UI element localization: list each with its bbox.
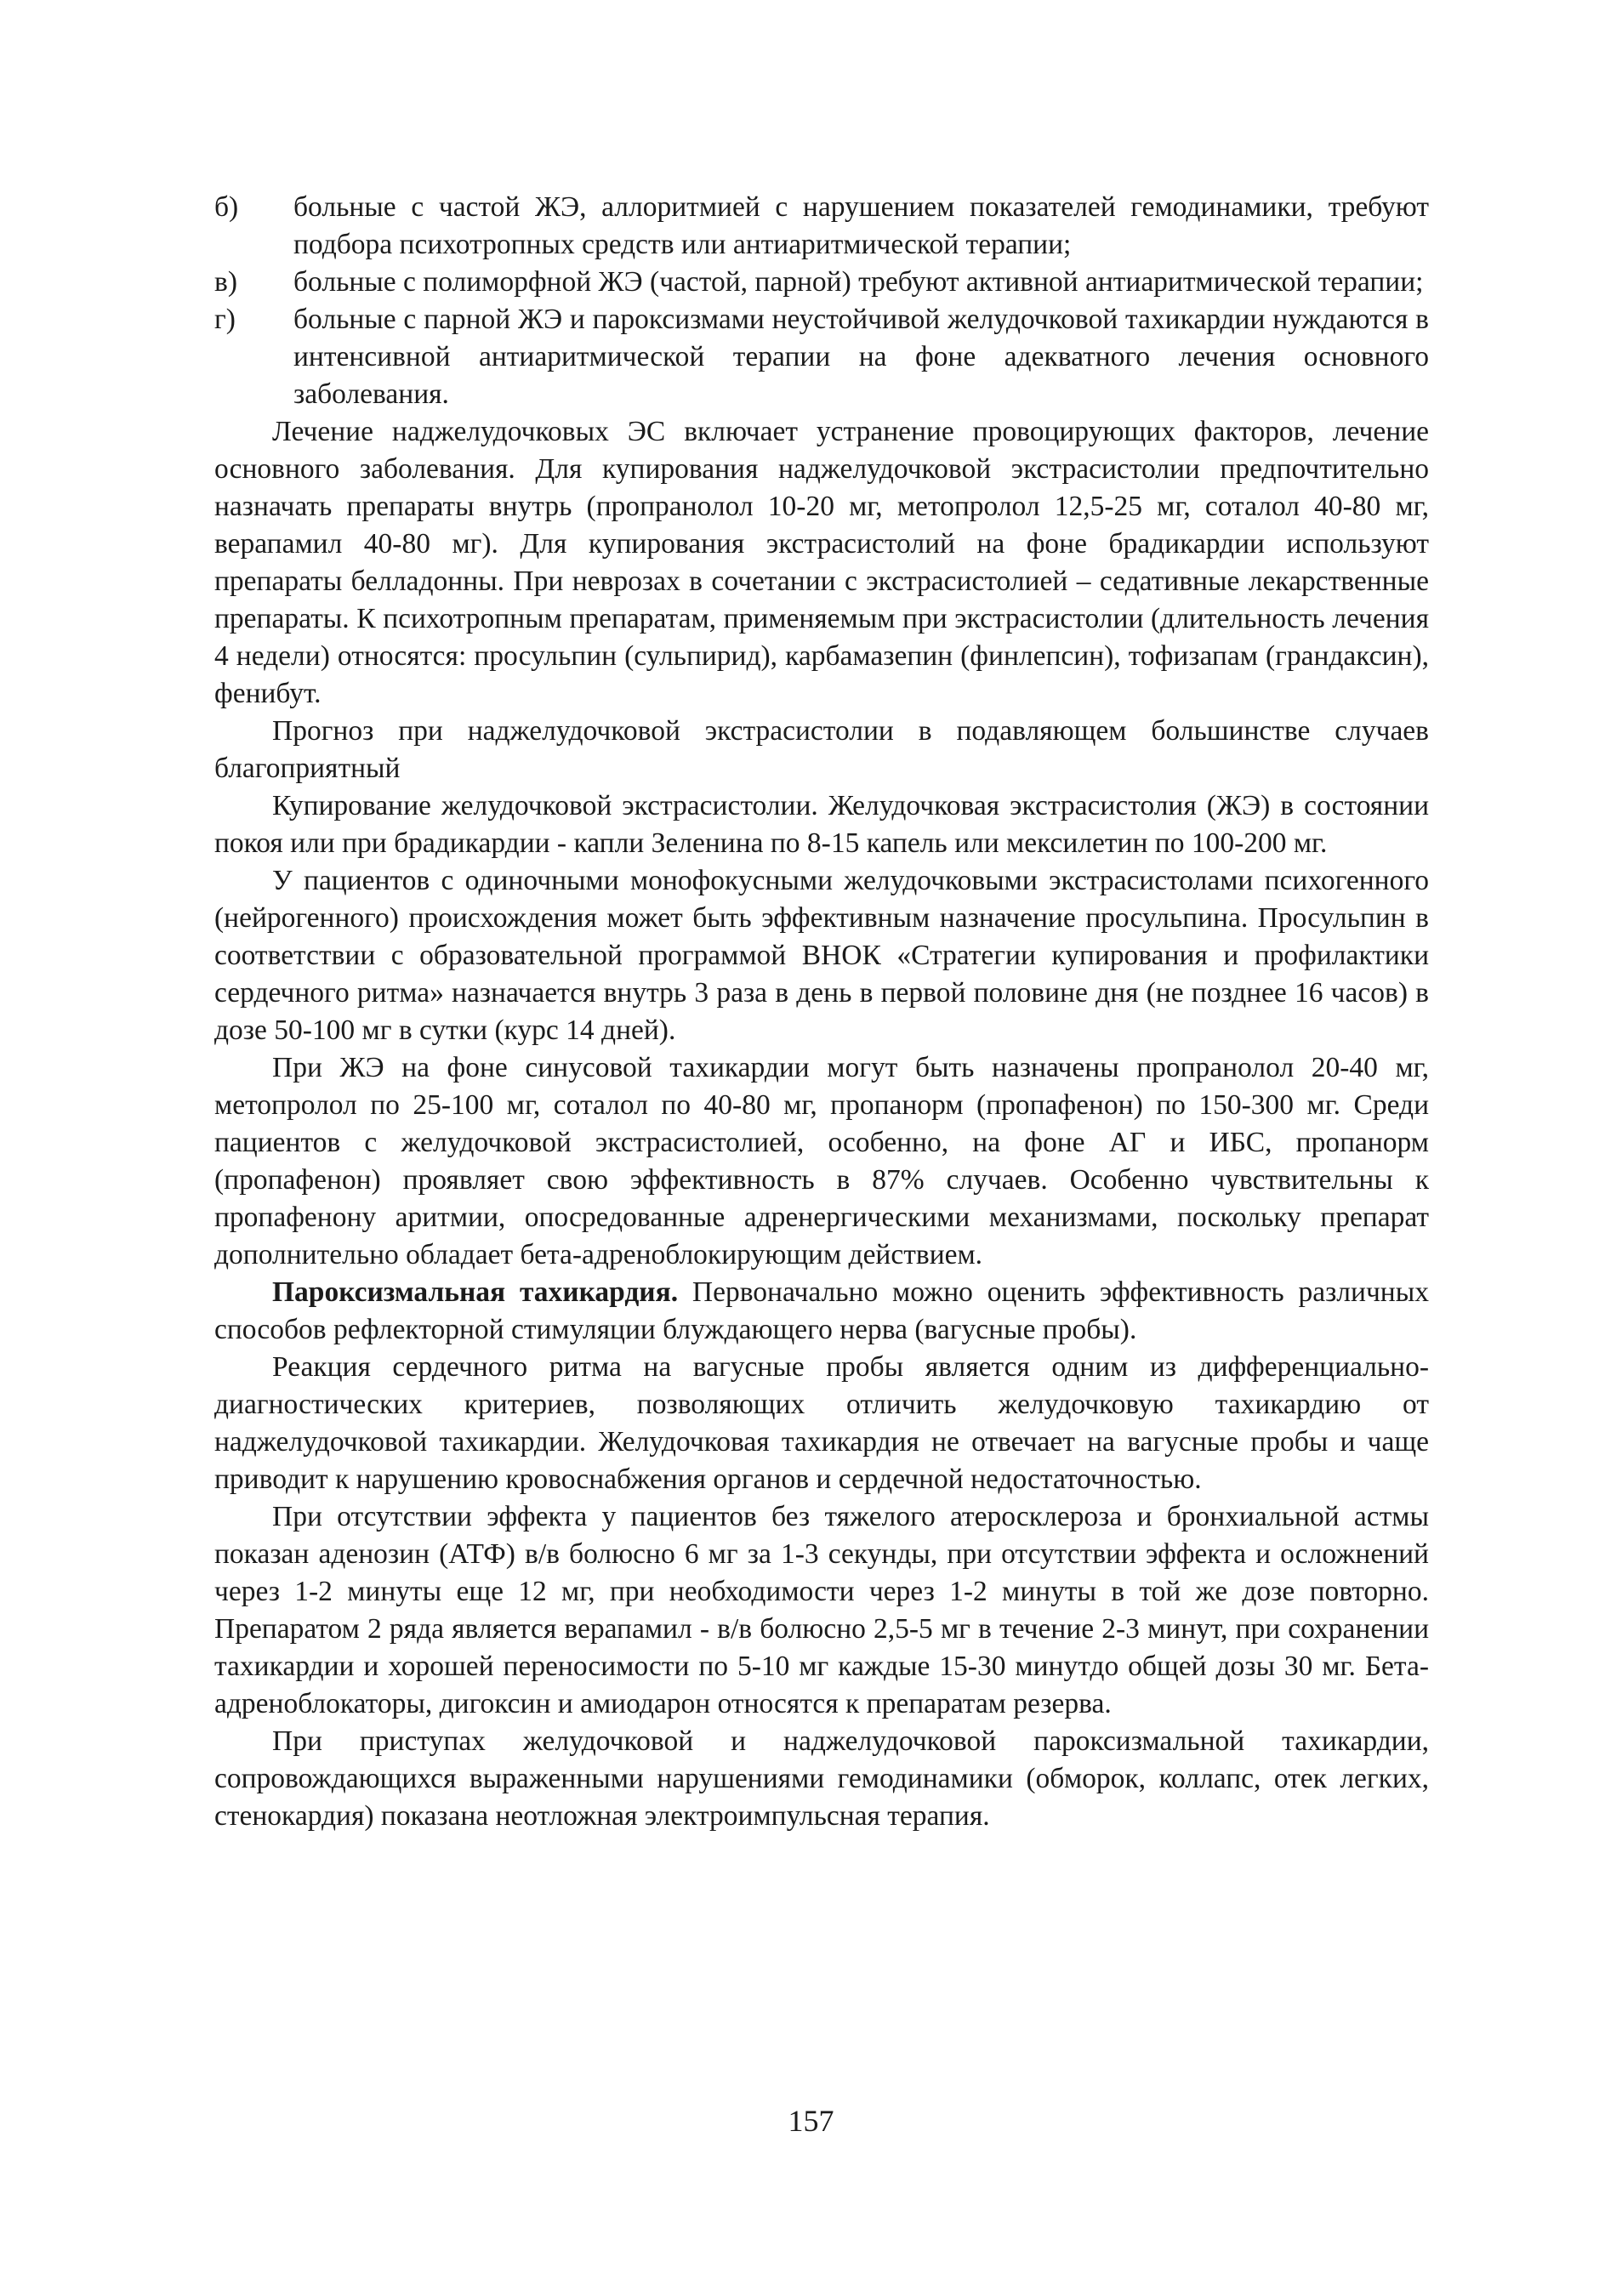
list-item-text: больные с частой ЖЭ, аллоритмией с нарушением показателей гемодинамики, требуют подбора психотропных средств или антиаритмической терапии; xyxy=(293,191,1429,260)
list-item xyxy=(214,189,1429,264)
list-item xyxy=(214,264,1429,301)
section-lead-text: Первоначально можно оценить эффективность различных способов рефлекторной стимуляции блуждающего нерва (вагусные пробы). xyxy=(214,1276,1429,1345)
list-marker: г) xyxy=(214,304,236,335)
paragraph-prosulpin: У пациентов с одиночными монофокусными желудочковыми экстрасистолами психогенного (нейрогенного) происхождения может быть эффективным назначение просульпина. Просульпин в соответствии с образовательной программой ВНОК «Стратегии купирования и профилактики сердечного ритма» назначается внутрь 3 раза в день в первой половине дня (не позднее 16 часов) в дозе 50-100 мг в сутки (курс 14 дней). xyxy=(214,865,1429,1046)
page-number: 157 xyxy=(788,2104,834,2138)
list-item-text: больные с парной ЖЭ и пароксизмами неустойчивой желудочковой тахикардии нуждаются в интенсивной антиаритмической терапии на фоне адекватного лечения основного заболевания. xyxy=(293,304,1429,410)
list-item xyxy=(214,301,1429,413)
paragraph-vagal-tests: Реакция сердечного ритма на вагусные пробы является одним из дифференциально-диагностических критериев, позволяющих отличить желудочковую тахикардию от наджелудочковой тахикардии. Желудочковая тахикардия не отвечает на вагусные пробы и чаще приводит к нарушению кровоснабжения органов и сердечной недостаточностью. xyxy=(214,1351,1429,1495)
paragraph-prognosis: Прогноз при наджелудочковой экстрасистолии в подавляющем большинстве случаев благоприятный xyxy=(214,715,1429,784)
paragraph-paroxysmal-section xyxy=(214,1274,1429,1349)
paragraph-adenosine: При отсутствии эффекта у пациентов без тяжелого атеросклероза и бронхиальной астмы показан аденозин (АТФ) в/в болюсно 6 мг за 1-3 секунды, при отсутствии эффекта и осложнений через 1-2 минуты еще 12 мг, при необходимости через 1-2 минуты в той же дозе повторно. Препаратом 2 ряда является верапамил - в/в болюсно 2,5-5 мг в течение 2-3 минут, при сохранении тахикардии и хорошей переносимости по 5-10 мг каждые 15-30 минутдо общей дозы 30 мг. Бета-адреноблокаторы, дигоксин и амиодарон относятся к препаратам резерва. xyxy=(214,1501,1429,1719)
paragraph-ventricular-relief: Купирование желудочковой экстрасистолии. Желудочковая экстрасистолия (ЖЭ) в состоянии покоя или при брадикардии - капли Зеленина по 8-15 капель или мексилетин по 100-200 мг. xyxy=(214,790,1429,859)
list-item-text: больные с полиморфной ЖЭ (частой, парной) требуют активной антиаритмической терапии; xyxy=(293,266,1424,298)
section-heading: Пароксизмальная тахикардия. xyxy=(272,1276,679,1308)
page-body xyxy=(214,189,1429,1835)
list-marker: б) xyxy=(214,191,239,223)
paragraph-supraventricular-treatment: Лечение наджелудочковых ЭС включает устранение провоцирующих факторов, лечение основного заболевания. Для купирования наджелудочковой экстрасистолии предпочтительно назначать препараты внутрь (пропранолол 10-20 мг, метопролол 12,5-25 мг, соталол 40-80 мг, верапамил 40-80 мг). Для купирования экстрасистолий на фоне брадикардии используют препараты белладонны. При неврозах в сочетании с экстрасистолией – седативные лекарственные препараты. К психотропным препаратам, применяемым при экстрасистолии (длительность лечения 4 недели) относятся: просульпин (сульпирид), карбамазепин (финлепсин), тофизапам (грандаксин), фенибут. xyxy=(214,416,1429,709)
paragraph-electropulse-therapy: При приступах желудочковой и наджелудочковой пароксизмальной тахикардии, сопровождающихся выраженными нарушениями гемодинамики (обморок, коллапс, отек легких, стенокардия) показана неотложная электроимпульсная терапия. xyxy=(214,1725,1429,1832)
list-marker: в) xyxy=(214,266,237,298)
patient-group-list xyxy=(214,189,1429,413)
paragraph-sinus-tachycardia: При ЖЭ на фоне синусовой тахикардии могут быть назначены пропранолол 20-40 мг, метопролол по 25-100 мг, соталол по 40-80 мг, пропанорм (пропафенон) по 150-300 мг. Среди пациентов с желудочковой экстрасистолией, особенно, на фоне АГ и ИБС, пропанорм (пропафенон) проявляет свою эффективность в 87% случаев. Особенно чувствительны к пропафенону аритмии, опосредованные адренергическими механизмами, поскольку препарат дополнительно обладает бета-адреноблокирующим действием. xyxy=(214,1052,1429,1270)
